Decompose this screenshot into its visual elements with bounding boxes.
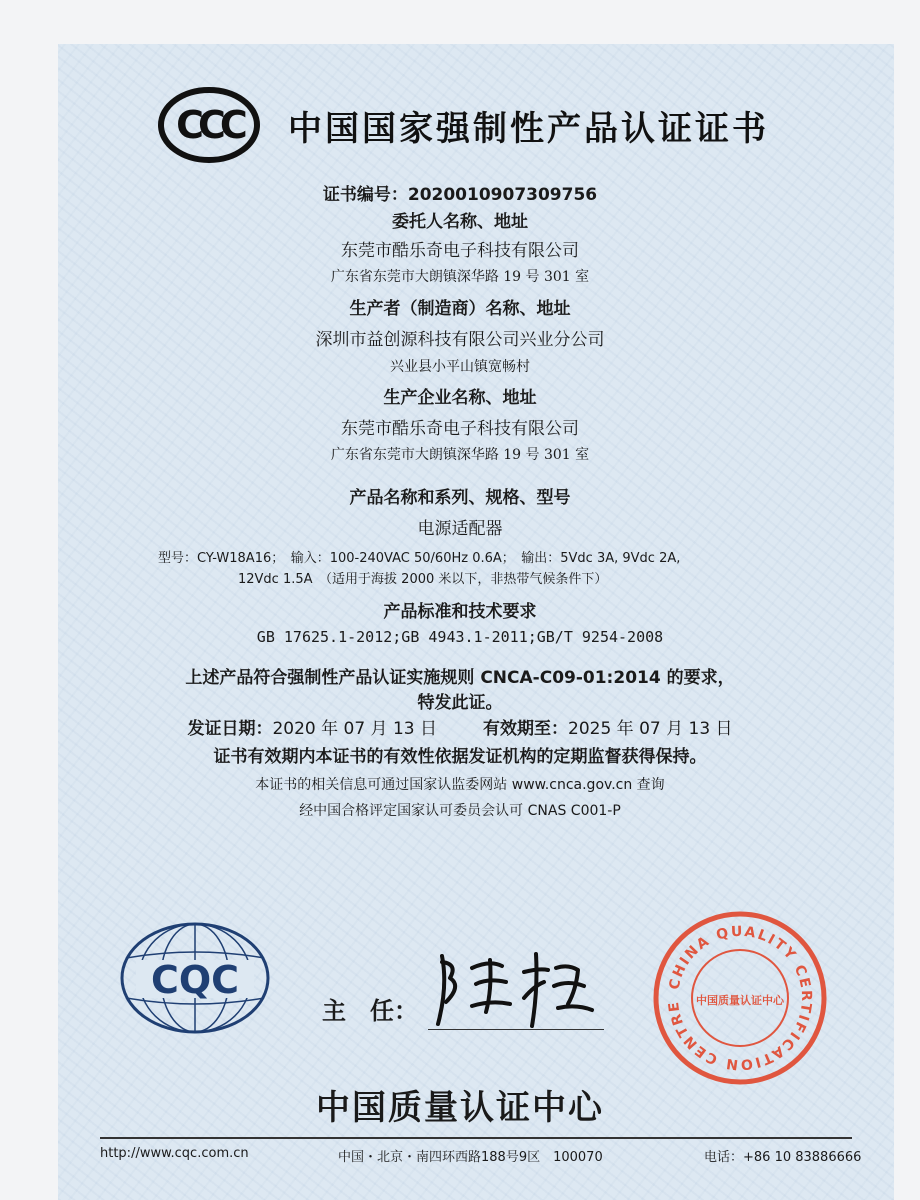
statement-line2: 特发此证。 (417, 693, 503, 713)
product-spec-line1: 型号：CY-W18A16； 输入：100-240VAC 50/60Hz 0.6A； 输出：5Vdc 3A, 9Vdc 2A, (158, 551, 681, 566)
notes-line2: 经中国合格评定国家认可委员会认可 CNAS C001-P (299, 803, 621, 819)
expiry-date-label: 有效期至： (483, 719, 568, 739)
client-heading: 委托人名称、地址 (392, 212, 528, 232)
director-signature (428, 946, 604, 1030)
footer-website[interactable]: http://www.cqc.com.cn (100, 1146, 249, 1161)
issuer-name: 中国质量认证中心 (316, 1088, 604, 1128)
product-spec-line2: 12Vdc 1.5A （适用于海拔 2000 米以下，非热带气候条件下） (238, 572, 608, 587)
factory-heading: 生产企业名称、地址 (383, 388, 537, 408)
manufacturer-name: 深圳市益创源科技有限公司兴业分公司 (315, 330, 605, 350)
signature-line (428, 1029, 604, 1030)
factory-address: 广东省东莞市大朗镇深华路 19 号 301 室 (330, 447, 590, 463)
certificate-number-label: 证书编号： (322, 185, 408, 205)
ccc-logo (157, 86, 261, 164)
signature-label: 主 任： (322, 997, 418, 1025)
notes-line1: 本证书的相关信息可通过国家认监委网站 www.cnca.gov.cn 查询 (255, 777, 665, 793)
cqc-logo-text: CQC (150, 958, 240, 1002)
cqc-logo (118, 920, 272, 1036)
manufacturer-heading: 生产者（制造商）名称、地址 (349, 299, 571, 319)
official-seal (652, 910, 828, 1086)
statement-line1: 上述产品符合强制性产品认证实施规则 CNCA-C09-01:2014 的要求， (185, 668, 735, 688)
ccc-logo-text: CCC (176, 103, 242, 147)
issue-date-label: 发证日期： (187, 719, 273, 739)
seal-ring-text: CHINA QUALITY CERTIFICATION CENTRE (665, 923, 815, 1073)
certificate-number: 2020010907309756 (407, 185, 598, 205)
standards-heading: 产品标准和技术要求 (383, 602, 537, 622)
certificate-title: 中国国家强制性产品认证证书 (288, 109, 769, 149)
validity-note: 证书有效期内本证书的有效性依据发证机构的定期监督获得保持。 (213, 747, 707, 767)
expiry-date: 2025 年 07 月 13 日 (568, 719, 733, 739)
factory-name: 东莞市酷乐奇电子科技有限公司 (341, 419, 579, 439)
product-heading: 产品名称和系列、规格、型号 (349, 488, 571, 508)
manufacturer-address: 兴业县小平山镇宽畅村 (390, 359, 530, 375)
issue-date: 2020 年 07 月 13 日 (272, 719, 437, 739)
seal-inner-text: 中国质量认证中心 (696, 994, 784, 1007)
client-address: 广东省东莞市大朗镇深华路 19 号 301 室 (330, 269, 590, 285)
standards-value: GB 17625.1-2012;GB 4943.1-2011;GB/T 9254-2008 (256, 628, 664, 646)
footer-phone: 电话：+86 10 83886666 (704, 1150, 862, 1165)
dates-row (0, 714, 920, 739)
client-name: 东莞市酷乐奇电子科技有限公司 (341, 241, 579, 261)
product-name: 电源适配器 (417, 519, 503, 539)
certificate-number-row (0, 180, 920, 205)
footer-divider (100, 1137, 852, 1139)
footer-address: 中国・北京・南四环西路188号9区 100070 (338, 1150, 603, 1165)
